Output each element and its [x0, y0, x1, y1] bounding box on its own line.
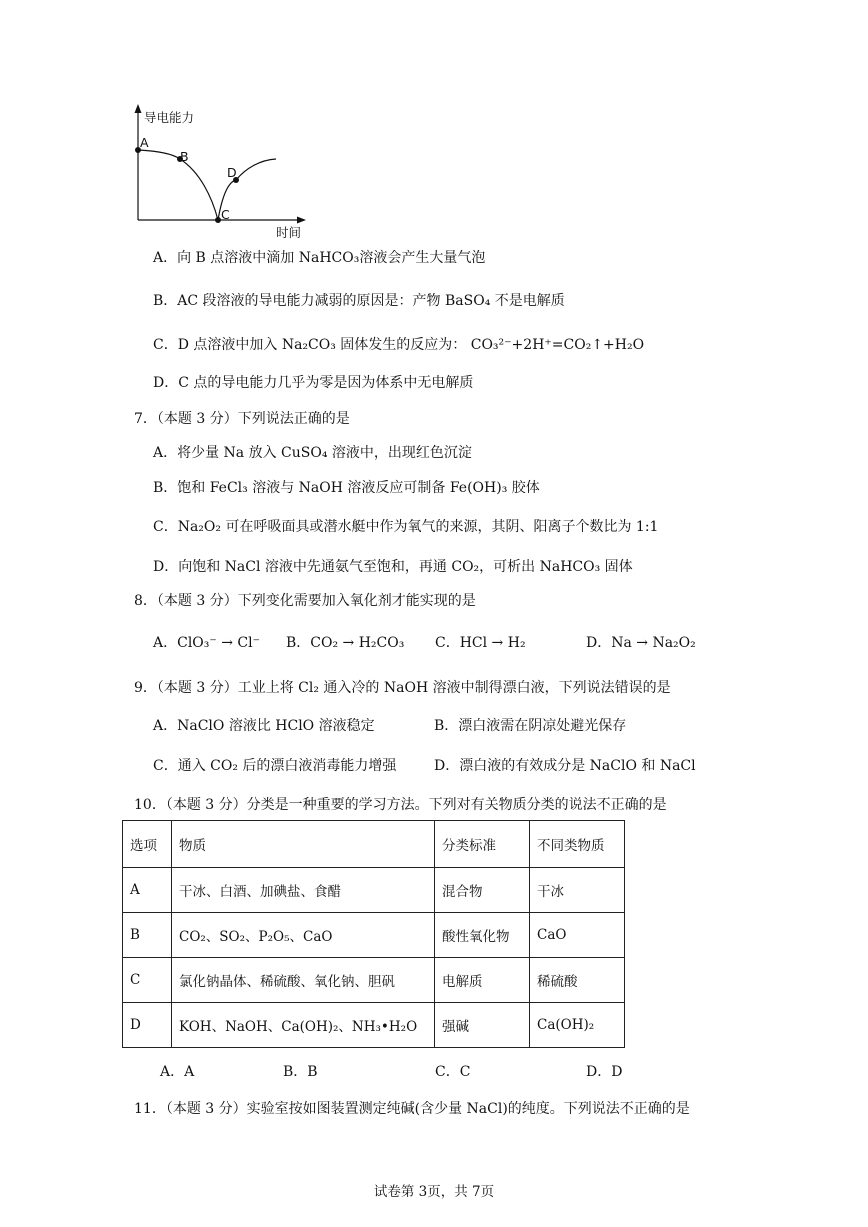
table-cell: 干冰、白酒、加碘盐、食醋 — [172, 868, 435, 913]
table-cell: CaO — [530, 913, 625, 958]
table-row — [123, 958, 625, 1003]
table-row — [123, 913, 625, 958]
point-D-label: D — [227, 165, 237, 180]
table-cell: 酸性氧化物 — [435, 913, 530, 958]
table-cell: A — [123, 868, 172, 913]
q9-option-d: D．漂白液的有效成分是 NaClO 和 NaCl — [434, 758, 696, 774]
q7-option-c: C．Na₂O₂ 可在呼吸面具或潜水艇中作为氧气的来源，其阴、阳离子个数比为 1:1 — [153, 519, 659, 535]
q10-table — [122, 820, 625, 1048]
q11-stem: 11．（本题 3 分）实验室按如图装置测定纯碱(含少量 NaCl)的纯度。下列说法不正确的是 — [134, 1101, 690, 1117]
table-cell: 氯化钠晶体、稀硫酸、氧化钠、胆矾 — [172, 958, 435, 1003]
q10-option-d: D．D — [586, 1064, 623, 1080]
graph-y-label: 导电能力 — [144, 110, 195, 125]
q9-option-b: B．漂白液需在阴凉处避光保存 — [434, 718, 627, 734]
q9-stem: 9．（本题 3 分）工业上将 Cl₂ 通入冷的 NaOH 溶液中制得漂白液，下列说法错误的是 — [134, 680, 671, 696]
q10-option-a: A．A — [160, 1064, 195, 1080]
q7-option-a: A．将少量 Na 放入 CuSO₄ 溶液中，出现红色沉淀 — [153, 445, 472, 461]
table-row — [123, 868, 625, 913]
q8-option-a: A．ClO₃⁻ → Cl⁻ — [153, 635, 260, 651]
table-cell: 强碱 — [435, 1003, 530, 1048]
conductivity-graph — [118, 102, 318, 246]
table-cell: B — [123, 913, 172, 958]
point-A-label: A — [140, 135, 149, 150]
table-cell: D — [123, 1003, 172, 1048]
table-cell: Ca(OH)₂ — [530, 1003, 625, 1048]
q6-option-a: A．向 B 点溶液中滴加 NaHCO₃溶液会产生大量气泡 — [153, 250, 486, 266]
table-header-row — [123, 821, 625, 868]
q7-stem: 7．（本题 3 分）下列说法正确的是 — [134, 411, 350, 427]
page-footer: 试卷第 3页，共 7页 — [373, 1184, 495, 1200]
graph-x-label: 时间 — [276, 225, 302, 240]
table-cell: 干冰 — [530, 868, 625, 913]
q8-option-c: C．HCl → H₂ — [435, 635, 526, 651]
q10-option-c: C．C — [435, 1064, 471, 1080]
q8-option-d: D．Na → Na₂O₂ — [586, 635, 696, 651]
table-cell: 电解质 — [435, 958, 530, 1003]
y-axis-arrow — [135, 104, 142, 113]
table-cell: 稀硫酸 — [530, 958, 625, 1003]
q7-option-b: B．饱和 FeCl₃ 溶液与 NaOH 溶液反应可制备 Fe(OH)₃ 胶体 — [153, 480, 540, 496]
q9-option-a: A．NaClO 溶液比 HClO 溶液稳定 — [153, 718, 375, 734]
table-cell: C — [123, 958, 172, 1003]
header-cell: 不同类物质 — [530, 821, 625, 868]
header-cell: 分类标准 — [435, 821, 530, 868]
q6-option-c: C．D 点溶液中加入 Na₂CO₃ 固体发生的反应为： CO₃²⁻+2H⁺=CO₂↑+H₂O — [153, 337, 645, 353]
q8-option-b: B．CO₂ → H₂CO₃ — [286, 635, 405, 651]
q10-stem: 10．（本题 3 分）分类是一种重要的学习方法。下列对有关物质分类的说法不正确的是 — [134, 797, 667, 813]
q6-option-b: B．AC 段溶液的导电能力减弱的原因是：产物 BaSO₄ 不是电解质 — [153, 293, 565, 309]
table-cell: CO₂、SO₂、P₂O₅、CaO — [172, 913, 435, 958]
table-row — [123, 1003, 625, 1048]
q10-option-b: B．B — [283, 1064, 318, 1080]
table-cell: KOH、NaOH、Ca(OH)₂、NH₃•H₂O — [172, 1003, 435, 1048]
q7-option-d: D．向饱和 NaCl 溶液中先通氨气至饱和，再通 CO₂，可析出 NaHCO₃ 固体 — [153, 559, 633, 575]
header-cell: 选项 — [123, 821, 172, 868]
point-B-label: B — [180, 149, 189, 164]
point-C-label: C — [221, 207, 230, 222]
q9-option-c: C．通入 CO₂ 后的漂白液消毒能力增强 — [153, 758, 397, 774]
q8-stem: 8．（本题 3 分）下列变化需要加入氧化剂才能实现的是 — [134, 593, 476, 609]
header-cell: 物质 — [172, 821, 435, 868]
q6-option-d: D．C 点的导电能力几乎为零是因为体系中无电解质 — [153, 375, 474, 391]
table-cell: 混合物 — [435, 868, 530, 913]
